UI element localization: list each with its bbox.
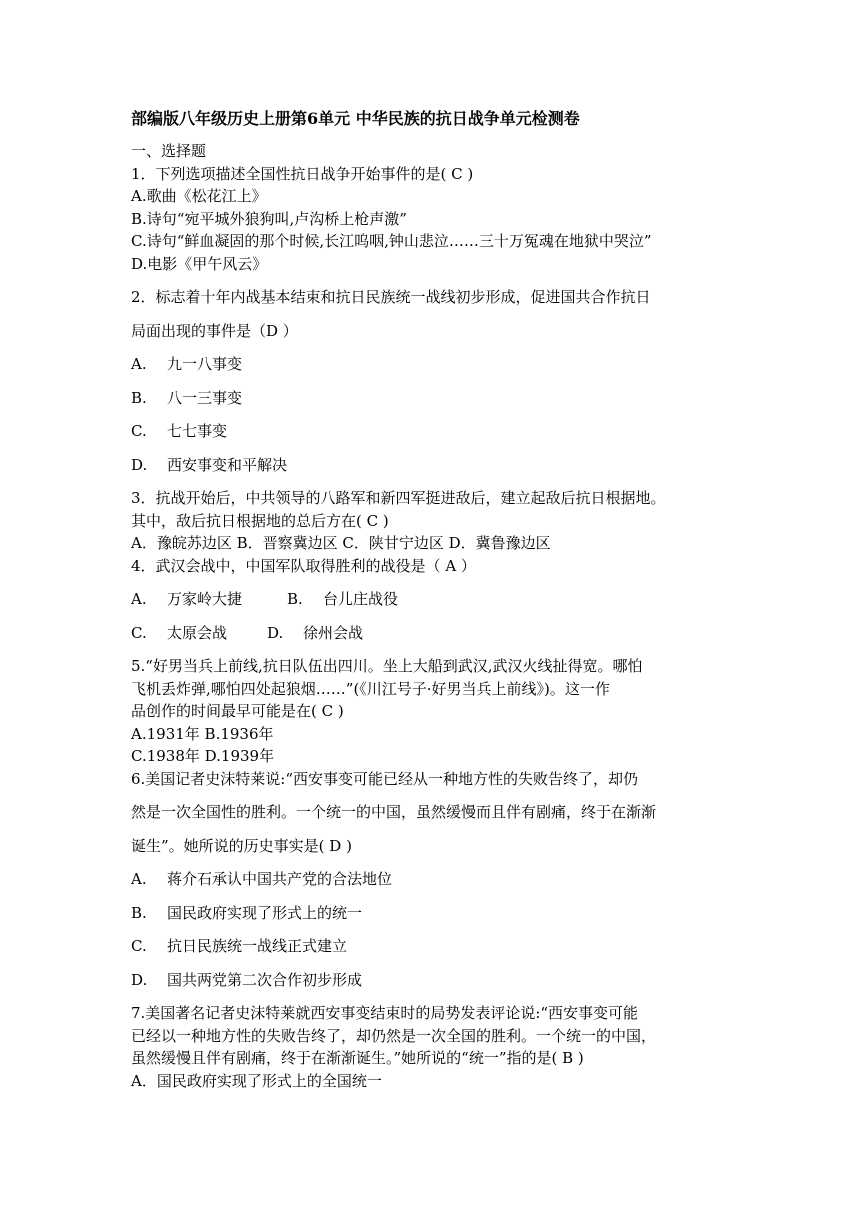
question-4-options-ab [131,588,771,611]
option-key: C. [131,422,147,440]
question-6-stem-line-1: 6.美国记者史沫特莱说:“西安事变可能已经从一种地方性的失败告终了，却仍 [131,769,639,788]
option-key: A. [131,355,147,373]
question-7-stem-line-1: 7.美国著名记者史沫特莱就西安事变结束时的局势发表评论说:“西安事变可能 [131,1004,639,1022]
option-text: 太原会战 [167,623,228,642]
question-5-options-cd: C.1938年 D.1939年 [131,747,275,765]
question-6-stem-line-2: 然是一次全国性的胜利。一个统一的中国，虽然缓慢而且伴有剧痛，终于在渐渐 [131,803,657,821]
question-3-options: A．豫皖苏边区 B．晋察冀边区 C．陕甘宁边区 D．冀鲁豫边区 [131,534,551,552]
question-6-option-d [131,969,771,992]
option-key: B. [131,903,147,922]
question-7-stem-line-2: 已经以一种地方性的失败告终了，却仍然是一次全国的胜利。一个统一的中国， [131,1026,657,1045]
option-text: 国民政府实现了形式上的统一 [167,903,363,922]
option-text: 八一三事变 [167,388,243,407]
option-text: 国共两党第二次合作初步形成 [167,970,363,989]
question-4-stem: 4．武汉会战中，中国军队取得胜利的战役是（ A ） [131,556,476,575]
option-text: 西安事变和平解决 [167,455,288,474]
option-text: 台儿庄战役 [323,590,399,608]
option-key: C. [131,937,147,955]
question-5-options-ab: A.1931年 B.1936年 [131,724,274,743]
question-1-option-a: A.歌曲《松花江上》 [131,187,267,205]
document-body [131,108,771,1092]
option-text: 万家岭大捷 [167,590,243,608]
question-1-option-b: B.诗句“宛平城外狼狗叫,卢沟桥上枪声激” [131,209,407,228]
option-text: 九一八事变 [167,355,243,373]
question-3-stem-line-1: 3．抗战开始后，中共领导的八路军和新四军挺进敌后，建立起敌后抗日根据地。 [131,489,666,507]
question-2-option-c [131,420,771,443]
document-title: 部编版八年级历史上册第6单元 中华民族的抗日战争单元检测卷 [131,109,580,128]
question-1-stem: 1．下列选项描述全国性抗日战争开始事件的是( C ) [131,164,474,183]
question-6-option-b [131,902,771,925]
option-key: B. [131,388,147,407]
option-key: B. [287,590,303,608]
question-2-stem-line-2: 局面出现的事件是（D ） [131,321,298,340]
option-key: C. [131,623,147,642]
question-5-stem-line-2: 飞机丢炸弹,哪怕四处起狼烟……”(《川江号子·好男当兵上前线》)。这一作 [131,679,610,698]
question-2-option-d [131,454,771,477]
section-heading: 一、选择题 [131,142,207,160]
option-text: 七七事变 [167,422,228,440]
question-7-stem-line-3: 虽然缓慢且伴有剧痛，终于在渐渐诞生。”她所说的“统一”指的是( B ) [131,1049,584,1067]
question-5-stem-line-3: 品创作的时间最早可能是在( C ) [131,702,344,720]
question-6-option-c [131,935,771,958]
question-1-option-c: C.诗句“鲜血凝固的那个时候,长江呜咽,钟山悲泣……三十万冤魂在地狱中哭泣” [131,232,652,250]
option-text: 蒋介石承认中国共产党的合法地位 [167,870,393,888]
question-6-stem-line-3: 诞生”。她所说的历史事实是( D ) [131,836,352,855]
option-text: 抗日民族统一战线正式建立 [167,937,348,955]
option-key: A. [131,590,147,608]
question-1-option-d: D.电影《甲午风云》 [131,254,268,273]
question-7-option-a: A．国民政府实现了形式上的全国统一 [131,1071,382,1090]
option-key: D. [131,970,148,989]
question-2-stem-line-1: 2．标志着十年内战基本结束和抗日民族统一战线初步形成，促进国共合作抗日 [131,288,651,306]
question-4-options-cd [131,622,771,645]
question-3-stem-line-2: 其中，敌后抗日根据地的总后方在( C ) [131,511,389,530]
option-key: A. [131,870,147,888]
option-text: 徐州会战 [303,623,364,642]
option-key: D. [267,623,284,642]
question-2-option-a [131,353,771,376]
question-6-option-a [131,868,771,891]
question-5-stem-line-1: 5.“好男当兵上前线,抗日队伍出四川。坐上大船到武汉,武汉火线扯得宽。哪怕 [131,657,643,675]
question-2-option-b [131,387,771,410]
option-key: D. [131,455,148,474]
